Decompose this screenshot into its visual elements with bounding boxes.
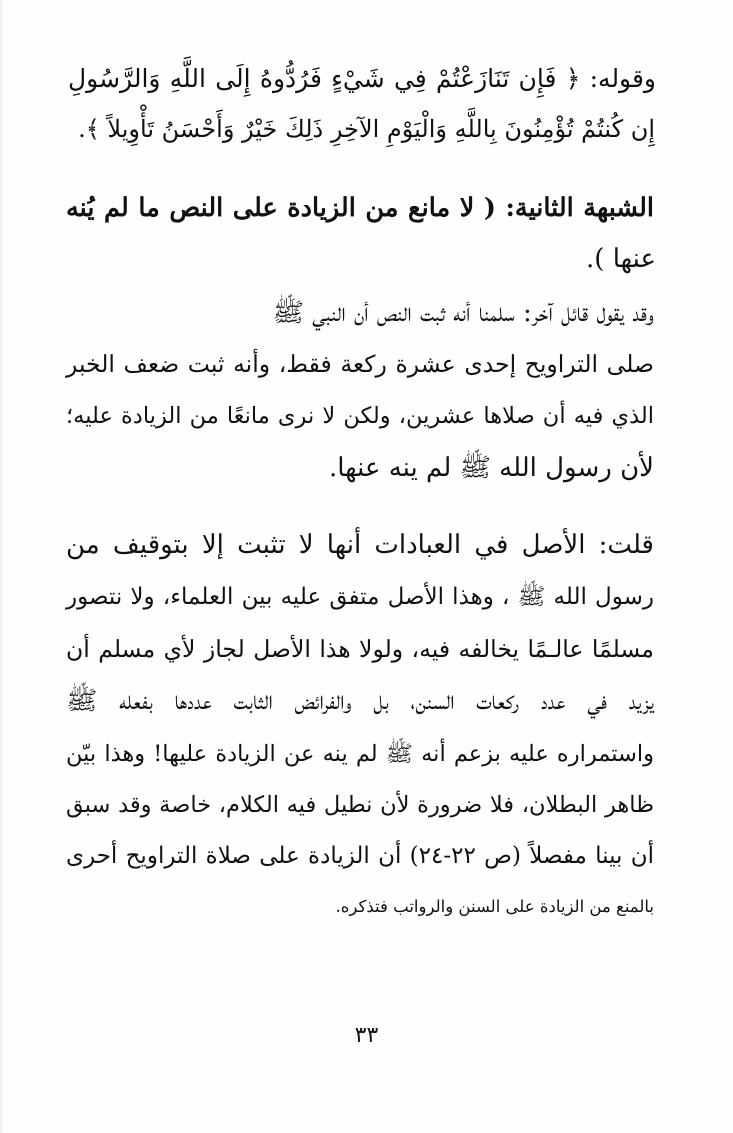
paragraph-line: رسول الله ﷺ ، وهذا الأصل متفق عليه بين العلماء، ولا نتصور	[66, 584, 654, 610]
quran-verse-line-2: إِن كُنتُمْ تُؤْمِنُونَ بِاللَّهِ وَالْيَوْمِ الآخِرِ ذَلِكَ خَيْرٌ وَأَحْسَنُ تَأْوِيلاً ﴾.	[78, 115, 655, 143]
paragraph-line: لأن رسول الله ﷺ لم ينه عنها.	[328, 453, 654, 483]
quran-verse-line-1: وقوله: ﴿ فَإِن تَنَازَعْتُمْ فِي شَيْءٍ فَرُدُّوهُ إِلَى اللَّهِ وَالرَّسُولِ	[68, 64, 656, 93]
paragraph-line: الذي فيه أن صلاها عشرين، ولكن لا نرى مانعًا من الزيادة عليه؛	[66, 403, 654, 429]
paragraph-line: واستمراره عليه بزعم أنه ﷺ لم ينه عن الزيادة عليها! وهذا بيّن	[66, 741, 654, 767]
paragraph-line: مسلمًا عالـمًا يخالفه فيه، ولولا هذا الأصل لجاز لأي مسلم أن	[66, 635, 654, 663]
paragraph-line: عنها ).	[586, 244, 656, 274]
page-edge-shadow	[0, 0, 4, 1133]
paragraph-line: ظاهر البطلان، فلا ضرورة لأن نطيل فيه الكلام، خاصة وقد سبق	[66, 792, 654, 818]
paragraph-line: يزيد في عدد ركعات السنن، بل والفرائض الثابت عددها بفعله ﷺ	[66, 686, 654, 716]
paragraph-line: قلت: الأصل في العبادات أنها لا تثبت إلا بتوقيف من	[66, 530, 654, 560]
section-heading-second-doubt: الشبهة الثانية: ( لا مانع من الزيادة على النص ما لم يُنه	[66, 193, 654, 223]
paragraph-line: بالمنع من الزيادة على السنن والرواتب فتذكره.	[335, 897, 654, 916]
paragraph-line: صلى التراويح إحدى عشرة ركعة فقط، وأنه ثبت ضعف الخبر	[66, 350, 654, 378]
page-number: ٣٣	[354, 1023, 379, 1048]
paragraph-line: وقد يقول قائل آخر: سلمنا أنه ثبت النص أن النبي ﷺ	[272, 298, 654, 328]
paragraph-line: أن بينا مفصلاً (ص ٢٢-٢٤) أن الزيادة على صلاة التراويح أحرى	[66, 843, 654, 869]
